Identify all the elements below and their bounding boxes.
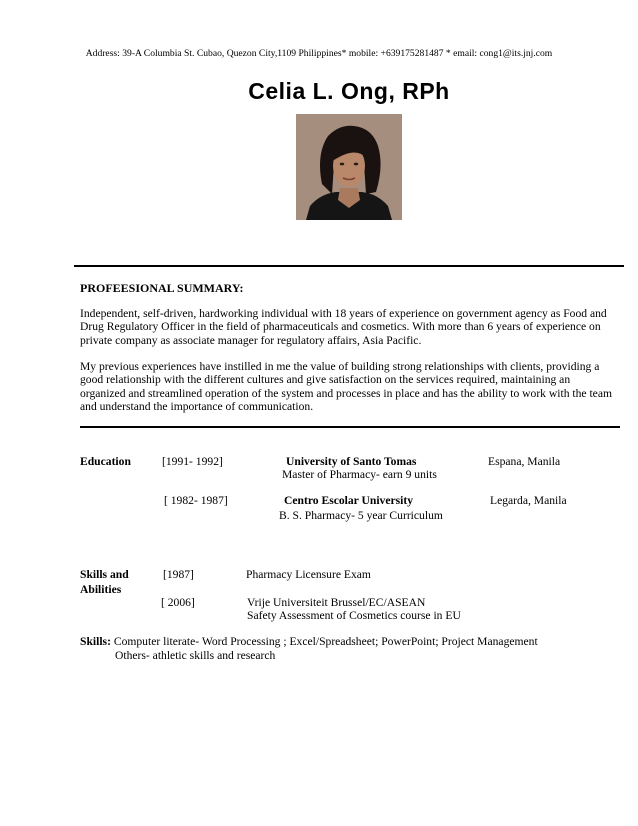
other-skills: Others- athletic skills and research xyxy=(115,649,276,662)
abilities-label: Abilities xyxy=(80,583,122,596)
skill-years: [ 2006] xyxy=(161,596,195,609)
candidate-name: Celia L. Ong, RPh xyxy=(248,78,450,104)
education-degree: B. S. Pharmacy- 5 year Curriculum xyxy=(279,509,443,522)
skills-inline-text: Computer literate- Word Processing ; Excel/Spreadsheet; PowerPoint; Project Management xyxy=(110,635,538,648)
skill-title: Pharmacy Licensure Exam xyxy=(246,568,371,581)
section-divider-middle xyxy=(80,426,620,428)
education-years: [ 1982- 1987] xyxy=(164,494,228,507)
skill-title: Vrije Universiteit Brussel/EC/ASEAN xyxy=(247,596,426,609)
summary-paragraph-1: Independent, self-driven, hardworking individual with 18 years of experience on government agency as Food and Drug Regulatory Officer in the field of pharmaceuticals and cosmetics. With more than 6 years of experience on private company as associate manager for regulatory affairs, Asia Pacific. xyxy=(80,307,607,347)
section-divider-top xyxy=(74,265,624,267)
education-label: Education xyxy=(80,455,131,468)
contact-address: Address: 39-A Columbia St. Cubao, Quezon City,1109 Philippines* mobile: +639175281487 * email: cong1@its.jnj.com xyxy=(85,48,553,59)
skills-line xyxy=(80,635,538,648)
education-degree: Master of Pharmacy- earn 9 units xyxy=(282,468,437,481)
education-location: Espana, Manila xyxy=(488,455,561,468)
skill-subtitle: Safety Assessment of Cosmetics course in EU xyxy=(247,609,461,622)
education-location: Legarda, Manila xyxy=(490,494,567,507)
summary-paragraph-2: My previous experiences have instilled in me the value of building strong relationships with clients, providing a good relationship with the different cultures and give satisfaction on the services required, maintaining an organized and streamlined operation of the system and processes in place and has the ability to work with the team and understand the importance of communication. xyxy=(80,360,612,414)
portrait-photo xyxy=(296,114,402,220)
summary-heading: PROFEESIONAL SUMMARY: xyxy=(80,281,244,295)
education-school: University of Santo Tomas xyxy=(286,455,417,468)
skills-label: Skills and xyxy=(80,568,129,581)
education-school: Centro Escolar University xyxy=(284,494,414,507)
portrait-photo-icon xyxy=(296,114,402,220)
skills-inline-label: Skills: xyxy=(80,635,111,648)
education-years: [1991- 1992] xyxy=(162,455,223,468)
skill-years: [1987] xyxy=(163,568,194,581)
